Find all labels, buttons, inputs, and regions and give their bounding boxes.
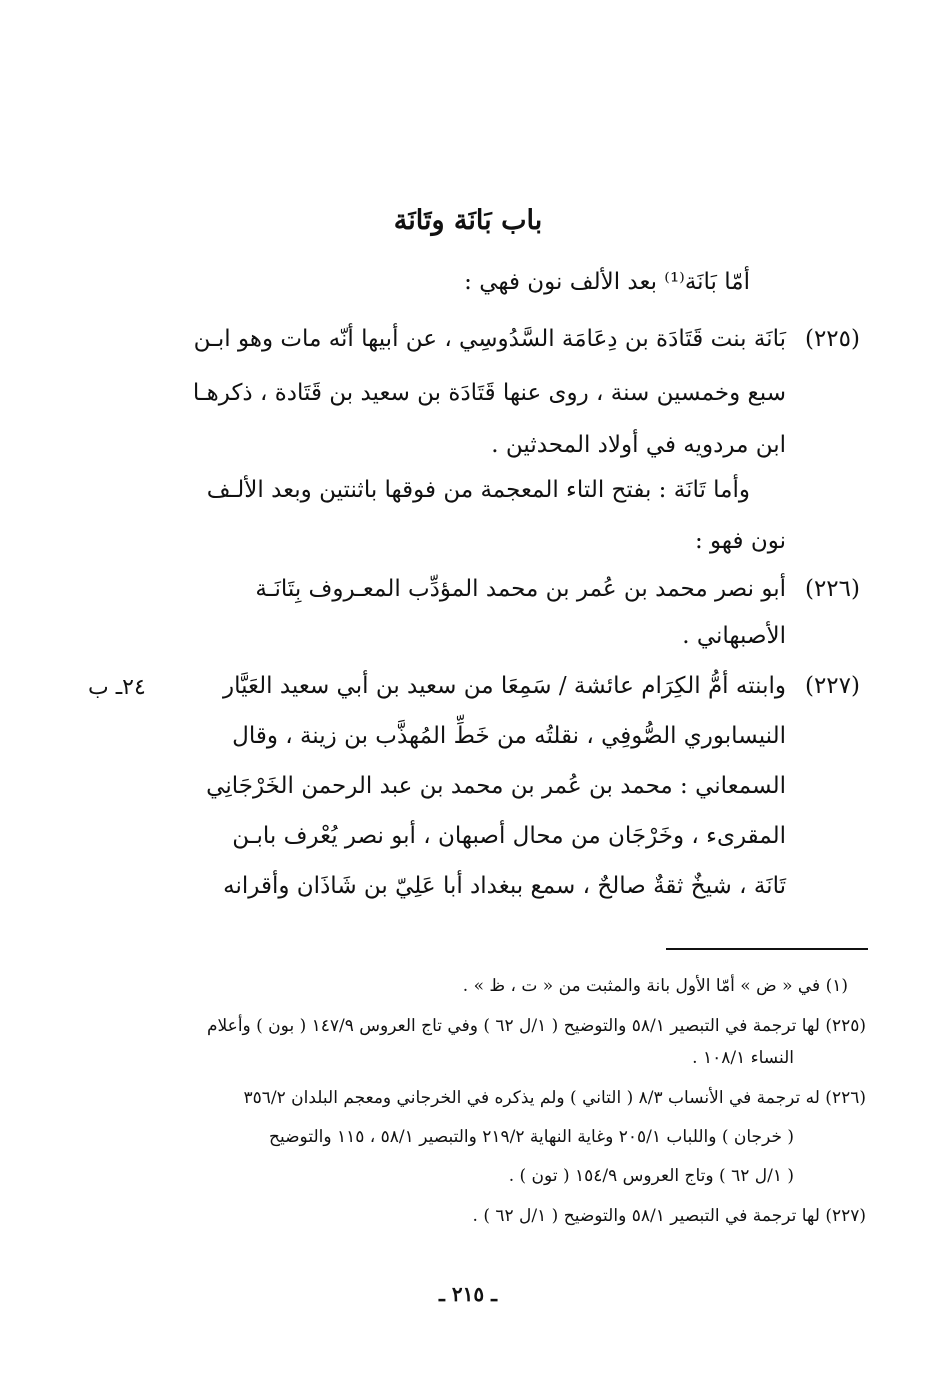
entry-226-line-1: أبو نصر محمد بن عُمر بن محمد المؤدِّب المعـروف بِتَانَـة: [255, 576, 786, 602]
entry-225-line-1: بَانَة بنت قَتَادَة بن دِعَامَة السَّدُوسِي ، عن أبيها أنّه مات وهو ابـن: [193, 326, 786, 352]
footnote-226-line-3: ( ١/ل ٦٢ ) وتاج العروس ١٥٤/٩ ( تون ) .: [508, 1166, 794, 1186]
manuscript-folio-margin-note: ٢٤ـ ب: [88, 675, 146, 700]
entry-number-226: (٢٢٦): [804, 576, 860, 602]
entry-227-line-1: وابنته أمُّ الكِرَام عائشة / سَمِعَا من سعيد بن أبي سعيد العَيَّار: [223, 673, 786, 699]
tana-intro-line-2: نون فهو :: [694, 528, 786, 554]
entry-number-227: (٢٢٧): [804, 673, 860, 699]
entry-225-line-3: ابن مردويه في أولاد المحدثين .: [491, 432, 786, 458]
footnote-227: (٢٢٧) لها ترجمة في التبصير ٥٨/١ والتوضيح ( ١/ل ٦٢ ) .: [472, 1206, 866, 1226]
footnote-separator: [666, 948, 868, 950]
footnote-225-line-2: النساء ١٠٨/١ .: [692, 1048, 794, 1068]
entry-number-225: (٢٢٥): [804, 326, 860, 352]
page-number: ـ ٢١٥ ـ: [439, 1282, 497, 1306]
entry-227-line-5: تَانَة ، شيخٌ ثقةٌ صالحٌ ، سمع ببغداد أبا عَلِيّ بن شَاذَان وأقرانه: [223, 873, 786, 899]
footnote-226-line-2: ( خرجان ) واللباب ٢٠٥/١ وغاية النهاية ٢١٩/٢ والتبصير ٥٨/١ ، ١١٥ والتوضيح: [269, 1127, 794, 1147]
intro-line: أمّا بَانَة⁽¹⁾ بعد الألف نون فهي :: [464, 269, 750, 295]
entry-227-line-2: النيسابوري الصُّوفِي ، نقلتُه من خَطِّ المُهذَّب بن زينة ، وقال: [232, 723, 786, 749]
entry-227-line-3: السمعاني : محمد بن عُمر بن محمد بن عبد الرحمن الخَرْجَانِي: [206, 773, 786, 799]
entry-227-line-4: المقرىء ، وخَرْجَان من محال أصبهان ، أبو نصر يُعْرف بابـن: [232, 823, 786, 849]
entry-225-line-2: سبع وخمسين سنة ، روى عنها قَتَادَة بن سعيد بن قَتَادة ، ذكرهـا: [192, 380, 786, 406]
chapter-title: باب بَانَة وتَانَة: [393, 205, 543, 236]
tana-intro-line-1: وأما تَانَة : بفتح التاء المعجمة من فوقها باثنتين وبعد الألـف: [206, 477, 750, 503]
footnote-1: (١) في « ض » أمّا الأول بانة والمثبت من « ت ، ظ » .: [462, 976, 848, 996]
entry-226-line-2: الأصبهاني .: [682, 623, 786, 649]
footnote-226-line-1: (٢٢٦) له ترجمة في الأنساب ٨/٣ ( التاني ) ولم يذكره في الخرجاني ومعجم البلدان ٣٥٦/٢: [243, 1088, 866, 1108]
footnote-225-line-1: (٢٢٥) لها ترجمة في التبصير ٥٨/١ والتوضيح ( ١/ل ٦٢ ) وفي تاج العروس ١٤٧/٩ ( بون ) وأعلام: [207, 1016, 866, 1036]
